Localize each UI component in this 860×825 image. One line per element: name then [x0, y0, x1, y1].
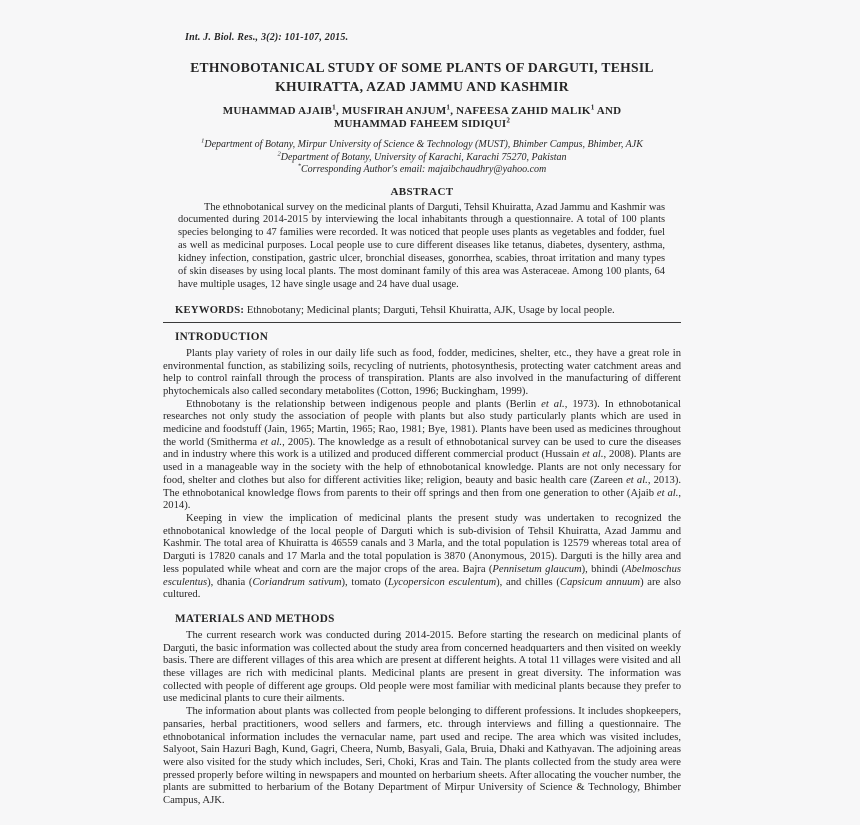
- introduction-paragraph-1: Plants play variety of roles in our daily life such as food, fodder, medicines, shelter, etc., they have a great role in environmental function, as stabilizing soils, recycling of nutrients, photosynthesis, protecting water catchment areas and help to control rainfall through the process of transpiration. Plants are also involved in the manufacturing of different phytochemicals also called secondary metabolites (Cotton, 1996; Buckingham, 1999).: [163, 347, 681, 397]
- abstract-heading: ABSTRACT: [390, 185, 454, 198]
- materials-methods-paragraph-1: The current research work was conducted during 2014-2015. Before starting the research on medicinal plants of Darguti, the basic information was collected about the study area from concerned headquarters and then visited on weekly basis. There are different villages of this area which are present at different heights. A total 11 villages were visited and all these villages are rich with medicinal plants. Medicinal plants are present in great diversity. The information was collected with people of different age groups. Old people were most familiar with medicinal plants because they prefer to use medicinal plants to cure their ailments.: [163, 629, 681, 705]
- paper-page: [163, 0, 681, 808]
- authors-line: MUHAMMAD AJAIB$^1$, MUSFIRAH ANJUM$^1$, NAFEESA ZAHID MALIK$^1$ AND MUHAMMAD FAHEEM SIDIQUI$^2$: [222, 103, 622, 130]
- journal-reference: Int. J. Biol. Res., 3(2): 101-107, 2015.: [185, 32, 349, 43]
- affiliation-2: $^2$Department of Botany, University of Karachi, Karachi 75270, Pakistan: [277, 150, 567, 163]
- affiliations-block: [163, 139, 681, 177]
- corresponding-author-email: *Corresponding Author's email: majaibchaudhry@yahoo.com: [297, 162, 547, 175]
- materials-methods-paragraph-2: The information about plants was collected from people belonging to different professions. It includes shopkeepers, pansaries, herbal practitioners, wood sellers and farmers, etc. through interviews and filling a questionnaire. The ethnobotanical information includes the vernacular name, part used and recipe. The area which was visited includes, Salyoot, Sain Hazuri Bagh, Kund, Gagri, Cheera, Numb, Basyali, Gala, Bruia, Dhaki and Kathyavan. The adjoining areas were also visited for the study which includes, Seri, Choki, Kras and Tain. The plants collected from the study area were pressed properly before wilting in newspapers and mounted on herbarium sheets. After allocating the voucher number, the plants are submitted to herbarium of the Botany Department of Mirpur University of Science & Technology, Bhimber Campus, AJK.: [163, 706, 681, 807]
- keywords-line: [175, 304, 681, 317]
- paper-title: ETHNOBOTANICAL STUDY OF SOME PLANTS OF DARGUTI, TEHSIL KHUIRATTA, AZAD JAMMU AND KASHMIR: [190, 60, 654, 94]
- keywords-label: KEYWORDS:: [175, 304, 245, 316]
- section-heading-introduction: INTRODUCTION: [175, 330, 269, 343]
- divider-rule: [163, 322, 681, 323]
- affiliation-1: $^1$Department of Botany, Mirpur University of Science & Technology (MUST), Bhimber Campus, Bhimber, AJK: [201, 137, 643, 150]
- introduction-paragraph-2: Ethnobotany is the relationship between indigenous people and plants (Berlin et al., 1973). In ethnobotanical researches not only study the association of people with plants but also study particularly plants which are used in medicine and foodstuff (Jain, 1965; Martin, 1965; Rao, 1981; Bye, 1981). Plants have been used as medicines throughout the world (Smitherma et al., 2005). The knowledge as a result of ethnobotanical survey can be used to cure the diseases and in industry where this work is a utilized and produced different commercial product (Hussain et al., 2008). Plants are used in a manageable way in the society with the help of ethnobotanical knowledge. Plants are not only necessary for food, shelter and clothes but also for different activities like; religion, beauty and basic health care (Zareen et al., 2013). The ethnobotanical knowledge flows from parents to their off springs and then from one generation to other (Ajaib et al., 2014).: [163, 398, 681, 512]
- abstract-text: The ethnobotanical survey on the medicinal plants of Darguti, Tehsil Khuiratta, Azad Jammu and Kashmir was documented during 2014-2015 by interviewing the local inhabitants through a questionnaire. A total of 100 plants species belonging to 47 families were recorded. It was noticed that people uses plants as vegetables and fodder, fuel as well as medicinal purposes. Local people use to cure different diseases like tetanus, diabetes, dysentery, asthma, kidney infection, constipation, gastric ulcer, bronchial diseases, gonorrhea, scabies, throat irritation and many types of skin diseases by using local plants. The most dominant family of this area was Asteraceae. Among 100 plants, 64 have multiple usages, 12 have single usage and 24 have dual usage.: [178, 201, 665, 290]
- section-heading-materials-and-methods: MATERIALS AND METHODS: [175, 612, 335, 625]
- keywords-text: Ethnobotany; Medicinal plants; Darguti, Tehsil Khuiratta, AJK, Usage by local people.: [244, 304, 615, 316]
- introduction-paragraph-3: Keeping in view the implication of medicinal plants the present study was undertaken to recognized the ethnobotanical knowledge of the local people of Darguti which is sub-division of Tehsil Khuiratta, Azad Jammu and Kashmir. The total area of Khuiratta is 46559 canals and 3 Marla, and the total population is 12579 whereas total area of Darguti is 17820 canals and 17 Marla and the total population is 3870 (Anonymous, 2015). Darguti is the hilly area and less populated while wheat and corn are the major crops of the area. Bajra (Pennisetum glaucum), bhindi (Abelmoschus esculentus), dhania (Coriandrum sativum), tomato (Lycopersicon esculentum), and chilles (Capsicum annuum) are also cultured.: [163, 512, 681, 601]
